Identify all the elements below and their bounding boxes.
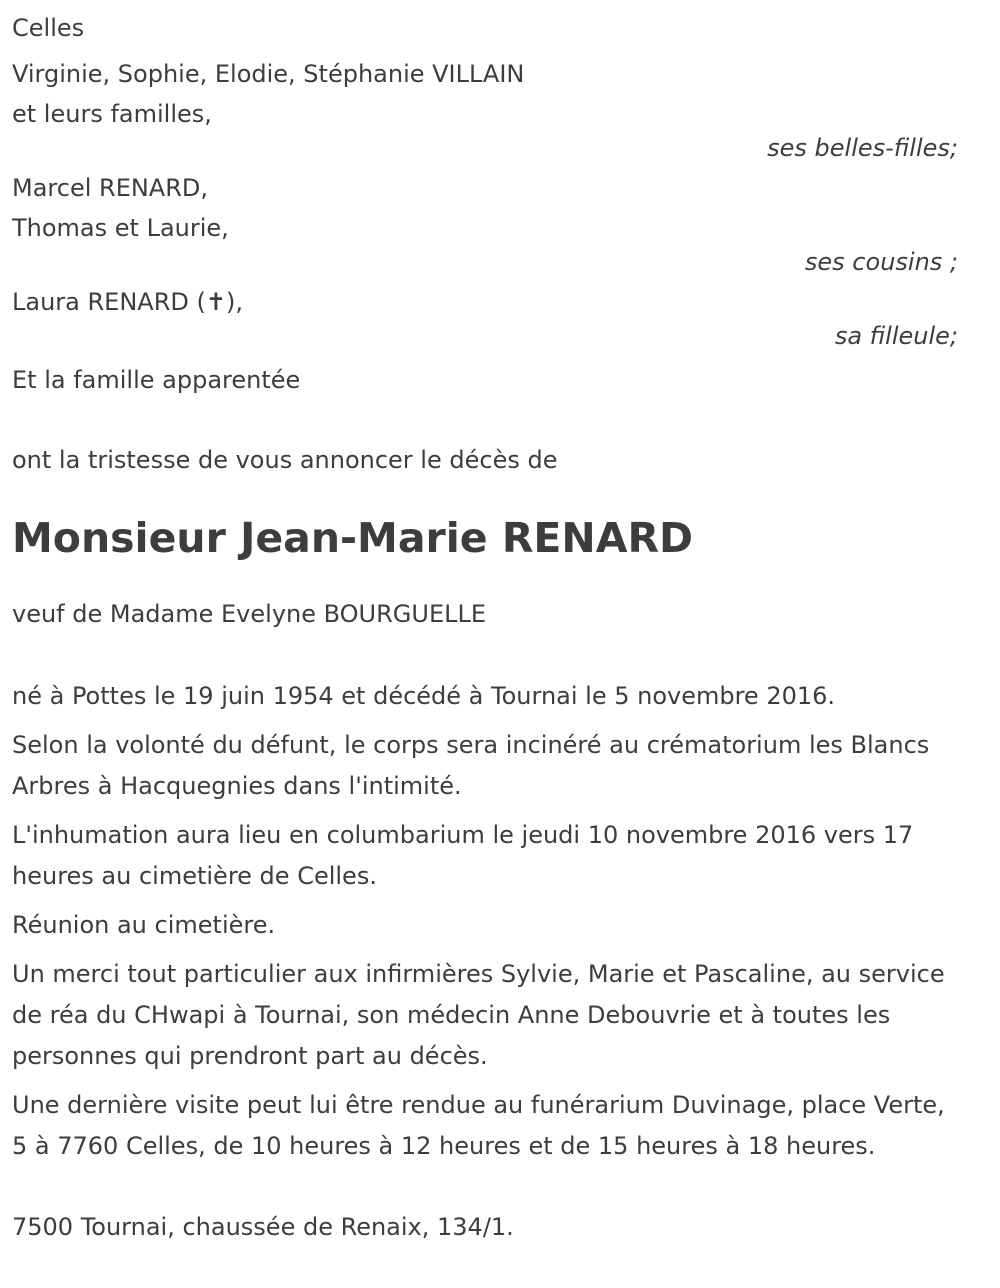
spouse-line: veuf de Madame Evelyne BOURGUELLE bbox=[12, 600, 487, 628]
inhumation-paragraph: L'inhumation aura lieu en columbarium le jeudi 10 novembre 2016 vers 17 heures au cimetière de Celles. bbox=[12, 821, 914, 890]
extended-family-line: Et la famille apparentée bbox=[12, 366, 301, 394]
relation-label: ses belles-filles; bbox=[767, 134, 958, 162]
relative-names-line: Laura RENARD (✝), bbox=[12, 288, 243, 316]
birth-death-paragraph: né à Pottes le 19 juin 1954 et décédé à Tournai le 5 novembre 2016. bbox=[12, 682, 836, 710]
visit-paragraph: Une dernière visite peut lui être rendue au funérarium Duvinage, place Verte, 5 à 7760 Celles, de 10 heures à 12 heures et de 15 heures à 18 heures. bbox=[12, 1091, 945, 1160]
relation-label: ses cousins ; bbox=[804, 248, 958, 276]
address-line: 7500 Tournai, chaussée de Renaix, 134/1. bbox=[12, 1213, 514, 1241]
relative-group-cousins bbox=[12, 168, 958, 276]
relative-group-belles-filles bbox=[12, 54, 958, 162]
relation-label: sa filleule; bbox=[834, 322, 958, 350]
cremation-paragraph: Selon la volonté du défunt, le corps sera incinéré au crématorium les Blancs Arbres à Hacquegnies dans l'intimité. bbox=[12, 731, 930, 800]
reunion-paragraph: Réunion au cimetière. bbox=[12, 911, 276, 939]
relative-group-filleule bbox=[12, 282, 958, 350]
deceased-name-heading: Monsieur Jean-Marie RENARD bbox=[12, 514, 694, 562]
thanks-paragraph: Un merci tout particulier aux infirmières Sylvie, Marie et Pascaline, au service de réa du CHwapi à Tournai, son médecin Anne Debouvrie et à toutes les personnes qui prendront part au décès. bbox=[12, 960, 945, 1070]
relative-names-line: et leurs familles, bbox=[12, 100, 212, 128]
announcement-line: ont la tristesse de vous annoncer le décès de bbox=[12, 446, 558, 474]
relative-names-line: Thomas et Laurie, bbox=[12, 214, 229, 242]
relative-names-line: Marcel RENARD, bbox=[12, 174, 209, 202]
relative-names-line: Virginie, Sophie, Elodie, Stéphanie VILLAIN bbox=[12, 60, 525, 88]
commune-name: Celles bbox=[12, 14, 85, 42]
